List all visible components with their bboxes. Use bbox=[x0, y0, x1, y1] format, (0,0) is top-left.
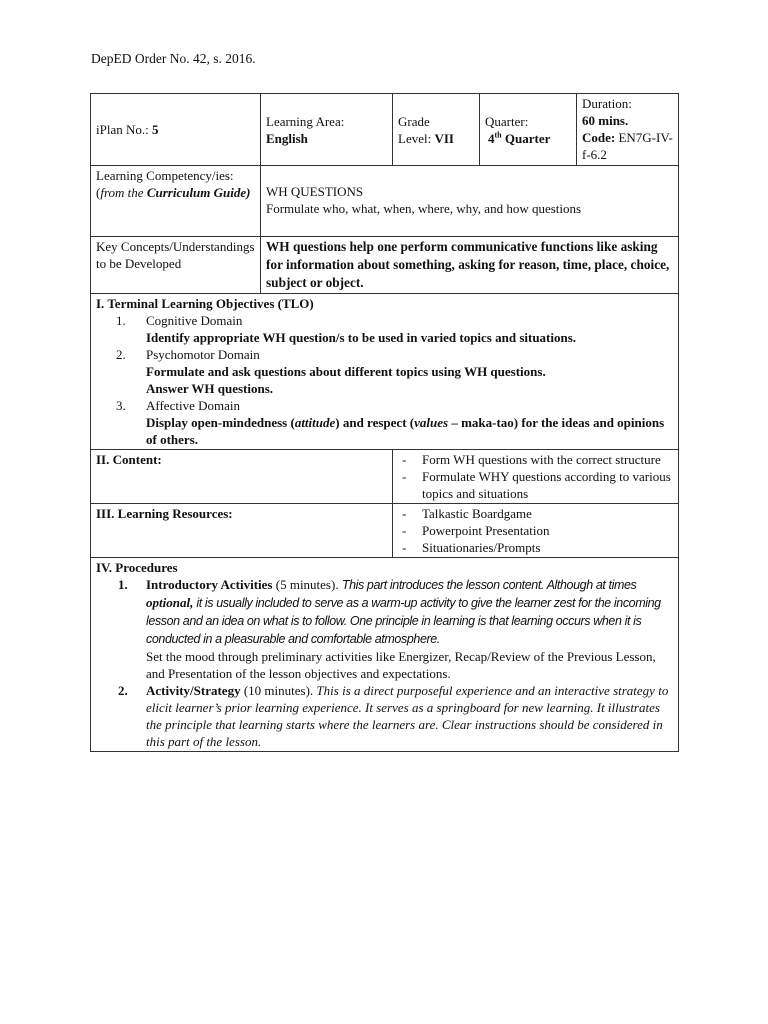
optional-word: optional, bbox=[146, 595, 194, 610]
procedure-description: it is usually included to serve as a warm-up activity to give the learner zest for the incoming lesson and an idea on what is to follow. One principle in learning is that learning occurs when it is conducted in a pleasurable and comfortable atmosphere. bbox=[146, 596, 661, 646]
values-word: values bbox=[414, 415, 449, 430]
attitude-word: attitude bbox=[294, 415, 336, 430]
tlo-objective: Identify appropriate WH question/s to be used in varied topics and situations. bbox=[146, 330, 577, 345]
competency-label-cell bbox=[91, 166, 261, 237]
domain-name: Affective Domain bbox=[146, 398, 240, 413]
duration-label: Duration: bbox=[582, 96, 632, 111]
list-item: - Form WH questions with the correct structure bbox=[398, 451, 673, 468]
competency-label: Learning Competency/ies: bbox=[96, 168, 234, 183]
procedure-title: Introductory Activities bbox=[146, 577, 273, 592]
competency-text: Formulate who, what, when, where, why, and how questions bbox=[266, 201, 582, 216]
learning-area-value: English bbox=[266, 130, 308, 146]
level-label: Level: bbox=[398, 130, 435, 146]
quarter-suffix: th bbox=[494, 130, 502, 140]
procedures-list bbox=[96, 576, 673, 750]
key-concepts-row bbox=[91, 237, 679, 294]
procedure-instructions: Set the mood through preliminary activities like Energizer, Recap/Review of the Previous Lesson, and Presentation of the lesson objectives and expectations. bbox=[146, 649, 656, 681]
content-row bbox=[91, 450, 679, 504]
level-value: VII bbox=[434, 130, 454, 146]
domain-name: Cognitive Domain bbox=[146, 313, 243, 328]
tlo-objective: Answer WH questions. bbox=[146, 381, 274, 396]
content-cell bbox=[393, 450, 679, 504]
resources-row bbox=[91, 504, 679, 558]
procedure-minutes: (10 minutes). bbox=[240, 683, 317, 698]
affective-part: ) and respect ( bbox=[335, 415, 415, 430]
resources-list bbox=[398, 505, 673, 556]
procedures-cell bbox=[91, 558, 679, 752]
resources-cell bbox=[393, 504, 679, 558]
paren-open: ( bbox=[96, 185, 101, 200]
tlo-objective: Formulate and ask questions about different topics using WH questions. bbox=[146, 364, 546, 379]
procedure-description: This part introduces the lesson content. Although at times bbox=[341, 578, 637, 592]
iplan-cell bbox=[91, 94, 261, 166]
tlo-cell bbox=[91, 294, 679, 450]
tlo-row bbox=[91, 294, 679, 450]
tlo-number: 1. bbox=[116, 313, 126, 328]
procedure-item-activity bbox=[96, 682, 673, 750]
quarter-label: Quarter: bbox=[485, 113, 529, 129]
resources-label: III. Learning Resources: bbox=[91, 504, 393, 558]
curriculum-prefix: from the bbox=[100, 185, 147, 200]
grade-label: Grade bbox=[398, 113, 430, 129]
tlo-heading: I. Terminal Learning Objectives (TLO) bbox=[96, 296, 314, 311]
competency-value-cell bbox=[261, 166, 679, 237]
grade-level-cell bbox=[393, 94, 480, 166]
content-list bbox=[398, 451, 673, 502]
quarter-cell bbox=[480, 94, 577, 166]
list-item: - Formulate WHY questions according to various topics and situations bbox=[398, 468, 673, 502]
key-concepts-label: Key Concepts/Understandings to be Developed bbox=[91, 237, 261, 294]
procedure-minutes: (5 minutes). bbox=[272, 577, 342, 592]
list-item: - Talkastic Boardgame bbox=[398, 505, 673, 522]
paren-close: ) bbox=[246, 185, 251, 200]
tlo-item-psychomotor bbox=[96, 346, 673, 397]
procedure-title: Activity/Strategy bbox=[146, 683, 241, 698]
procedure-number: 1. bbox=[118, 577, 128, 592]
tlo-objective bbox=[146, 414, 673, 448]
affective-part: Display open-mindedness ( bbox=[146, 415, 295, 430]
duration-cell bbox=[577, 94, 679, 166]
competency-title: WH QUESTIONS bbox=[266, 184, 364, 199]
affective-part: – maka-tao) for the ideas and opinions of others. bbox=[146, 415, 665, 447]
quarter-word: Quarter bbox=[501, 130, 551, 146]
duration-value: 60 mins. bbox=[582, 113, 629, 128]
lesson-plan-table bbox=[90, 93, 679, 752]
procedures-row bbox=[91, 558, 679, 752]
procedure-item-introductory bbox=[96, 576, 673, 682]
content-label: II. Content: bbox=[91, 450, 393, 504]
plan-info-row bbox=[91, 94, 679, 166]
domain-name: Psychomotor Domain bbox=[146, 347, 260, 362]
code-value: EN7G-IV-f-6.2 bbox=[582, 130, 673, 162]
key-concepts-text: WH questions help one perform communicative functions like asking for information about something, asking for reason, time, place, choice, subject or object. bbox=[261, 237, 679, 294]
curriculum-guide-label: Curriculum Guide bbox=[146, 185, 247, 200]
tlo-list bbox=[96, 312, 673, 448]
list-item: - Powerpoint Presentation bbox=[398, 522, 673, 539]
procedure-number: 2. bbox=[118, 683, 128, 698]
tlo-number: 2. bbox=[116, 347, 126, 362]
competency-row bbox=[91, 166, 679, 237]
learning-area-label: Learning Area: bbox=[266, 113, 345, 129]
iplan-label: iPlan No.: bbox=[96, 122, 152, 137]
tlo-number: 3. bbox=[116, 398, 126, 413]
procedures-heading: IV. Procedures bbox=[96, 560, 178, 575]
code-label: Code: bbox=[582, 130, 619, 145]
list-item: - Situationaries/Prompts bbox=[398, 539, 673, 556]
deped-order-header: DepED Order No. 42, s. 2016. bbox=[91, 51, 256, 66]
tlo-item-affective bbox=[96, 397, 673, 448]
procedure-description: This is a direct purposeful experience and an interactive strategy to elicit learner’s prior learning experience. It serves as a springboard for new learning. It illustrates the principle that learning starts where the learners are. Clear instructions should be considered in this part of the lesson. bbox=[146, 683, 669, 749]
iplan-value: 5 bbox=[151, 122, 159, 137]
tlo-item-cognitive bbox=[96, 312, 673, 346]
quarter-number: 4 bbox=[488, 130, 495, 146]
learning-area-cell bbox=[261, 94, 393, 166]
